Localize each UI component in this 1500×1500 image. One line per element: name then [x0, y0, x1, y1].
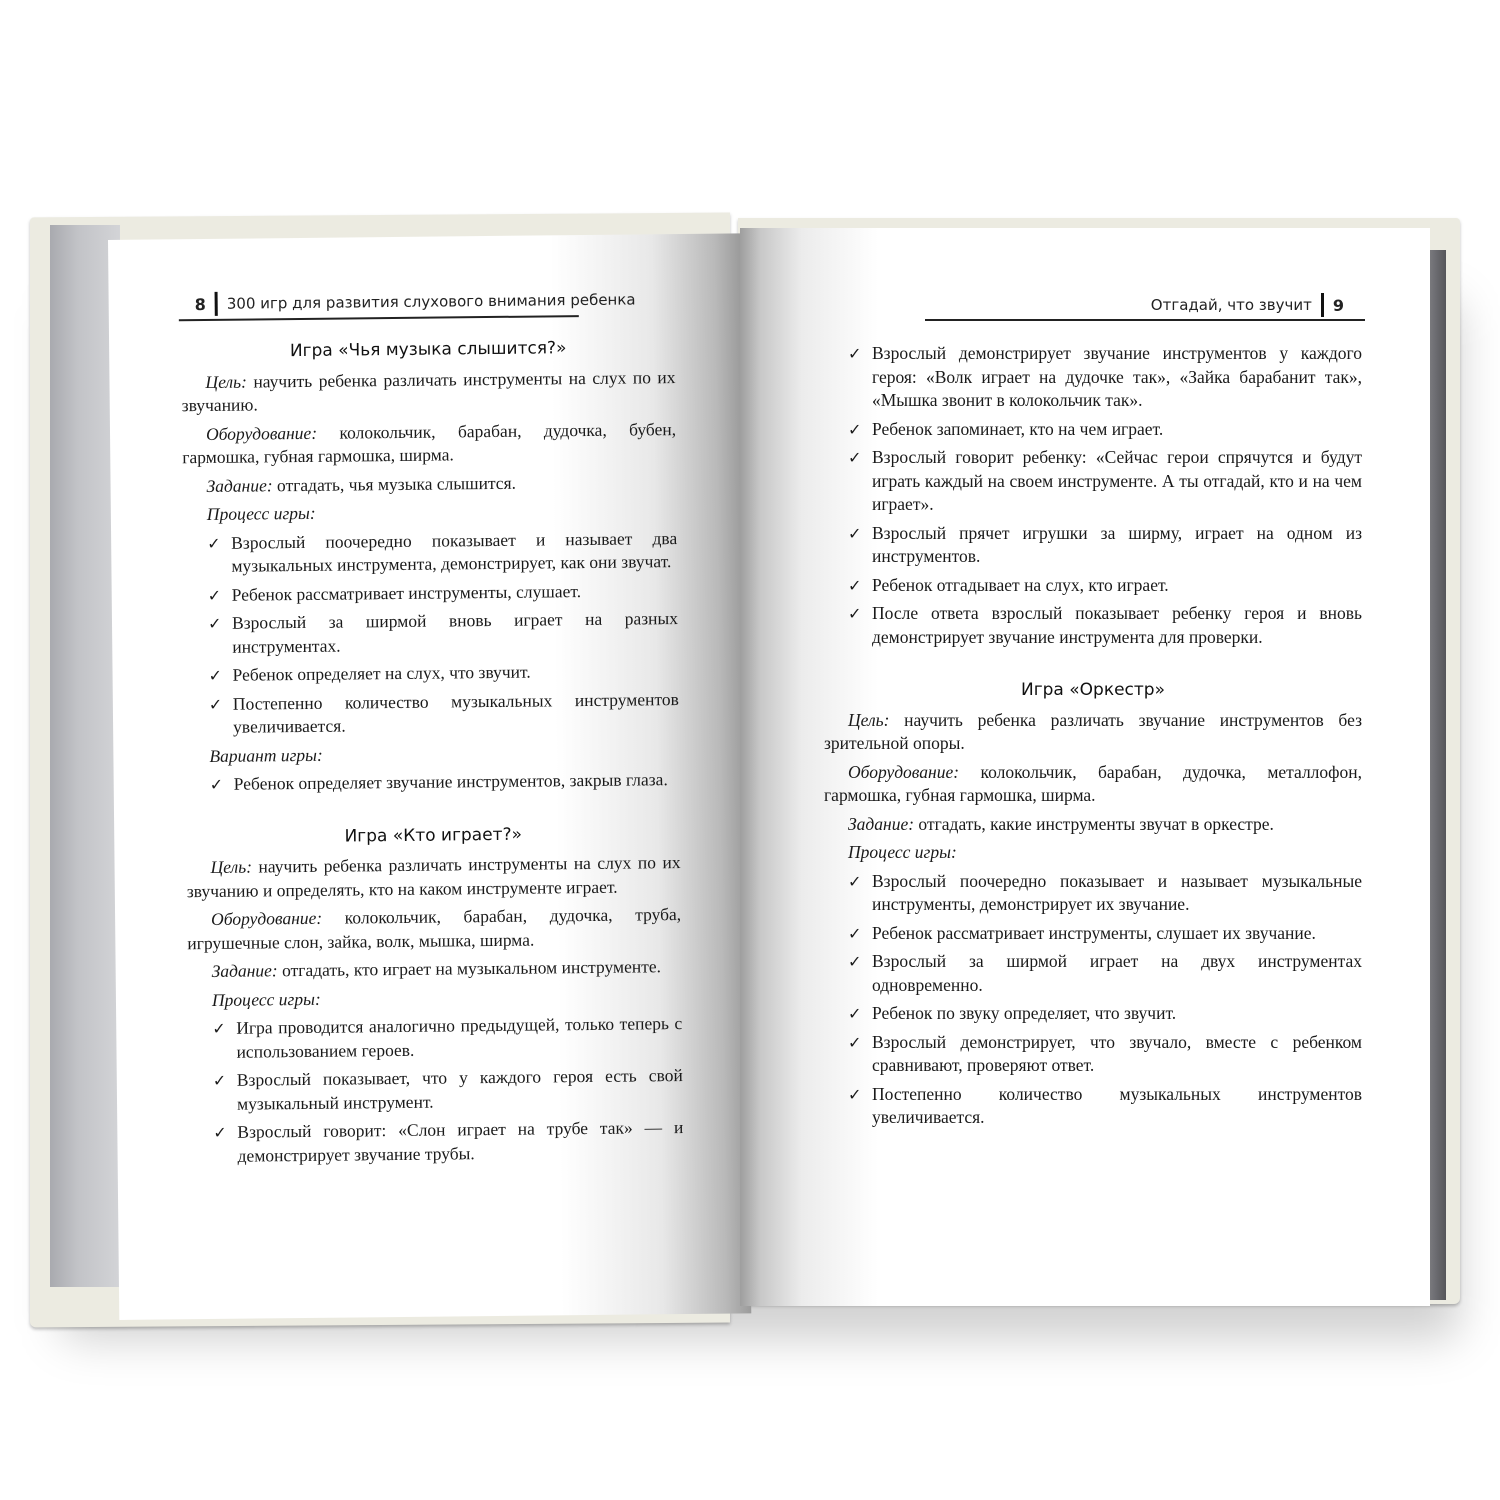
check-icon: ✓: [208, 665, 223, 685]
task-text: отгадать, чья музыка слышится.: [276, 472, 517, 495]
check-icon: ✓: [207, 533, 221, 553]
goal-paragraph: [186, 851, 680, 903]
check-icon: ✓: [848, 344, 862, 363]
list-item: ✓ Взрослый поочередно показывает и называет два музыкальных инструмента, демонстрирует, как они звучат.: [207, 527, 678, 576]
right-page-number: 9: [1332, 295, 1344, 315]
list-item: ✓ Взрослый за ширмой вновь играет на разных инструментах.: [207, 608, 679, 657]
list-item: ✓ Ребенок определяет на слух, что звучит.: [184, 659, 678, 688]
check-icon: ✓: [848, 1004, 862, 1023]
check-icon: ✓: [848, 923, 862, 943]
goal-text: научить ребенка различать инструменты на слух по их звучанию и определять, кто на каком инструменте играет.: [186, 852, 681, 901]
equipment-label: Оборудование:: [211, 907, 323, 929]
goal-label: Цель:: [210, 856, 253, 877]
goal-label: Цель:: [848, 709, 890, 730]
list-item: ✓ Ребенок рассматривает инструменты, слушает.: [184, 579, 678, 608]
check-icon: ✓: [848, 1032, 862, 1052]
check-icon: ✓: [212, 1070, 227, 1090]
goal-paragraph: [824, 709, 1362, 756]
check-icon: ✓: [213, 1122, 227, 1142]
running-head-separator: [215, 292, 218, 316]
equipment-text: колокольчик, барабан, дудочка, бубен, гармошка, губная гармошка, ширма.: [182, 418, 677, 468]
equipment-label: Оборудование:: [848, 761, 960, 782]
check-icon: ✓: [848, 1084, 862, 1104]
equipment-paragraph: [182, 418, 676, 470]
list-item: ✓ Взрослый за ширмой играет на двух инструментах одновременно.: [848, 951, 1362, 995]
left-page: [108, 233, 751, 1320]
list-item: ✓ Взрослый говорит: «Слон играет на трубе так» — и демонстрирует звучание трубы.: [213, 1117, 684, 1166]
list-item: ✓ Взрослый прячет игрушки за ширму, играет на одном из инструментов.: [848, 522, 1362, 566]
process-label: Процесс игры:: [206, 502, 316, 524]
task-label: Задание:: [848, 813, 915, 834]
right-running-head: [1151, 292, 1344, 318]
variant-steps-list: [186, 768, 680, 797]
section-title: Игра «Чья музыка слышится?»: [289, 338, 567, 362]
list-item: ✓ Взрослый поочередно показывает и называет музыкальные инструменты, демонстрирует их звучание.: [848, 870, 1362, 914]
check-icon: ✓: [848, 523, 862, 543]
task-label: Задание:: [211, 960, 278, 981]
process-steps-list: [183, 527, 679, 740]
list-item: ✓ Взрослый демонстрирует, что звучало, вместе с ребенком сравнивают, проверяют ответ.: [848, 1031, 1362, 1075]
list-item: ✓ Взрослый показывает, что у каждого героя есть свой музыкальный инструмент.: [212, 1065, 683, 1114]
list-item: ✓ Ребенок запоминает, кто на чем играет.: [824, 418, 1362, 442]
continued-steps-list: [824, 342, 1362, 649]
task-paragraph: [182, 470, 676, 499]
task-text: отгадать, какие инструменты звучат в оркестре.: [918, 813, 1274, 834]
equipment-paragraph: [187, 903, 681, 955]
process-label: Процесс игры:: [848, 842, 957, 862]
section-title: Игра «Оркестр»: [1020, 680, 1165, 700]
list-item: ✓ Ребенок определяет звучание инструментов, закрыв глаза.: [186, 768, 680, 797]
left-running-head: [195, 286, 636, 317]
goal-text: научить ребенка различать звучание инструментов без зрительной опоры.: [824, 709, 1362, 753]
section-title: Игра «Кто играет?»: [344, 824, 523, 847]
list-item: ✓ Взрослый демонстрирует звучание инструментов у каждого героя: «Волк играет на дудочке так», «Зайка барабанит так», «Мышка звонит в колокольчик так».: [848, 343, 1362, 410]
page-block-edge-right: [1428, 250, 1446, 1300]
list-item: ✓ Взрослый говорит ребенку: «Сейчас герои спрячутся и будут играть каждый на своем инструменте. А ты отгадай, кто и на чем играет».: [848, 447, 1362, 514]
equipment-paragraph: [824, 761, 1362, 808]
right-running-head-title: Отгадай, что звучит: [1150, 296, 1312, 314]
check-icon: ✓: [848, 952, 862, 971]
right-header-rule: [925, 319, 1365, 321]
check-icon: ✓: [848, 871, 862, 891]
equipment-label: Оборудование:: [205, 422, 318, 444]
list-item: ✓ Постепенно количество музыкальных инструментов увеличивается.: [208, 688, 679, 737]
goal-label: Цель:: [205, 371, 247, 392]
check-icon: ✓: [848, 448, 862, 467]
list-item: ✓ После ответа взрослый показывает ребенку героя и вновь демонстрирует звучание инструмента для проверки.: [848, 603, 1362, 647]
running-head-separator: [1321, 293, 1324, 317]
process-label: Процесс игры:: [211, 988, 321, 1010]
process-steps-list: [824, 870, 1362, 1130]
left-running-head-title: 300 игр для развития слухового внимания ребенка: [226, 290, 636, 313]
list-item: ✓ Игра проводится аналогично предыдущей, только теперь с использованием героев.: [212, 1013, 683, 1062]
goal-paragraph: [181, 366, 675, 418]
left-page-number: 8: [194, 294, 206, 314]
variant-label: Вариант игры:: [209, 744, 323, 766]
process-steps-list: [188, 1012, 684, 1168]
check-icon: ✓: [207, 585, 222, 605]
check-icon: ✓: [212, 1018, 226, 1038]
task-paragraph: [188, 955, 682, 984]
task-label: Задание:: [206, 474, 273, 496]
task-text: отгадать, кто играет на музыкальном инструменте.: [281, 956, 662, 981]
check-icon: ✓: [848, 604, 862, 623]
goal-text: научить ребенка различать инструменты на слух по их звучанию.: [181, 366, 676, 416]
check-icon: ✓: [848, 419, 862, 439]
check-icon: ✓: [208, 694, 223, 714]
list-item: ✓ Ребенок по звуку определяет, что звучит.: [824, 1002, 1362, 1026]
list-item: ✓ Постепенно количество музыкальных инструментов увеличивается.: [848, 1083, 1362, 1127]
right-page: [740, 228, 1430, 1306]
equipment-text: колокольчик, барабан, дудочка, труба, игрушечные слон, зайка, волк, мышка, ширма.: [187, 904, 682, 953]
task-paragraph: [824, 813, 1362, 837]
right-page-content: [824, 342, 1362, 1135]
left-page-content: [181, 336, 684, 1173]
check-icon: ✓: [209, 774, 224, 794]
check-icon: ✓: [207, 613, 222, 633]
list-item: ✓ Ребенок отгадывает на слух, кто играет.: [824, 574, 1362, 598]
check-icon: ✓: [848, 575, 862, 595]
list-item: ✓ Ребенок рассматривает инструменты, слушает их звучание.: [824, 922, 1362, 946]
equipment-text: колокольчик, барабан, дудочка, металлофон, гармошка, губная гармошка, ширма.: [824, 761, 1362, 805]
